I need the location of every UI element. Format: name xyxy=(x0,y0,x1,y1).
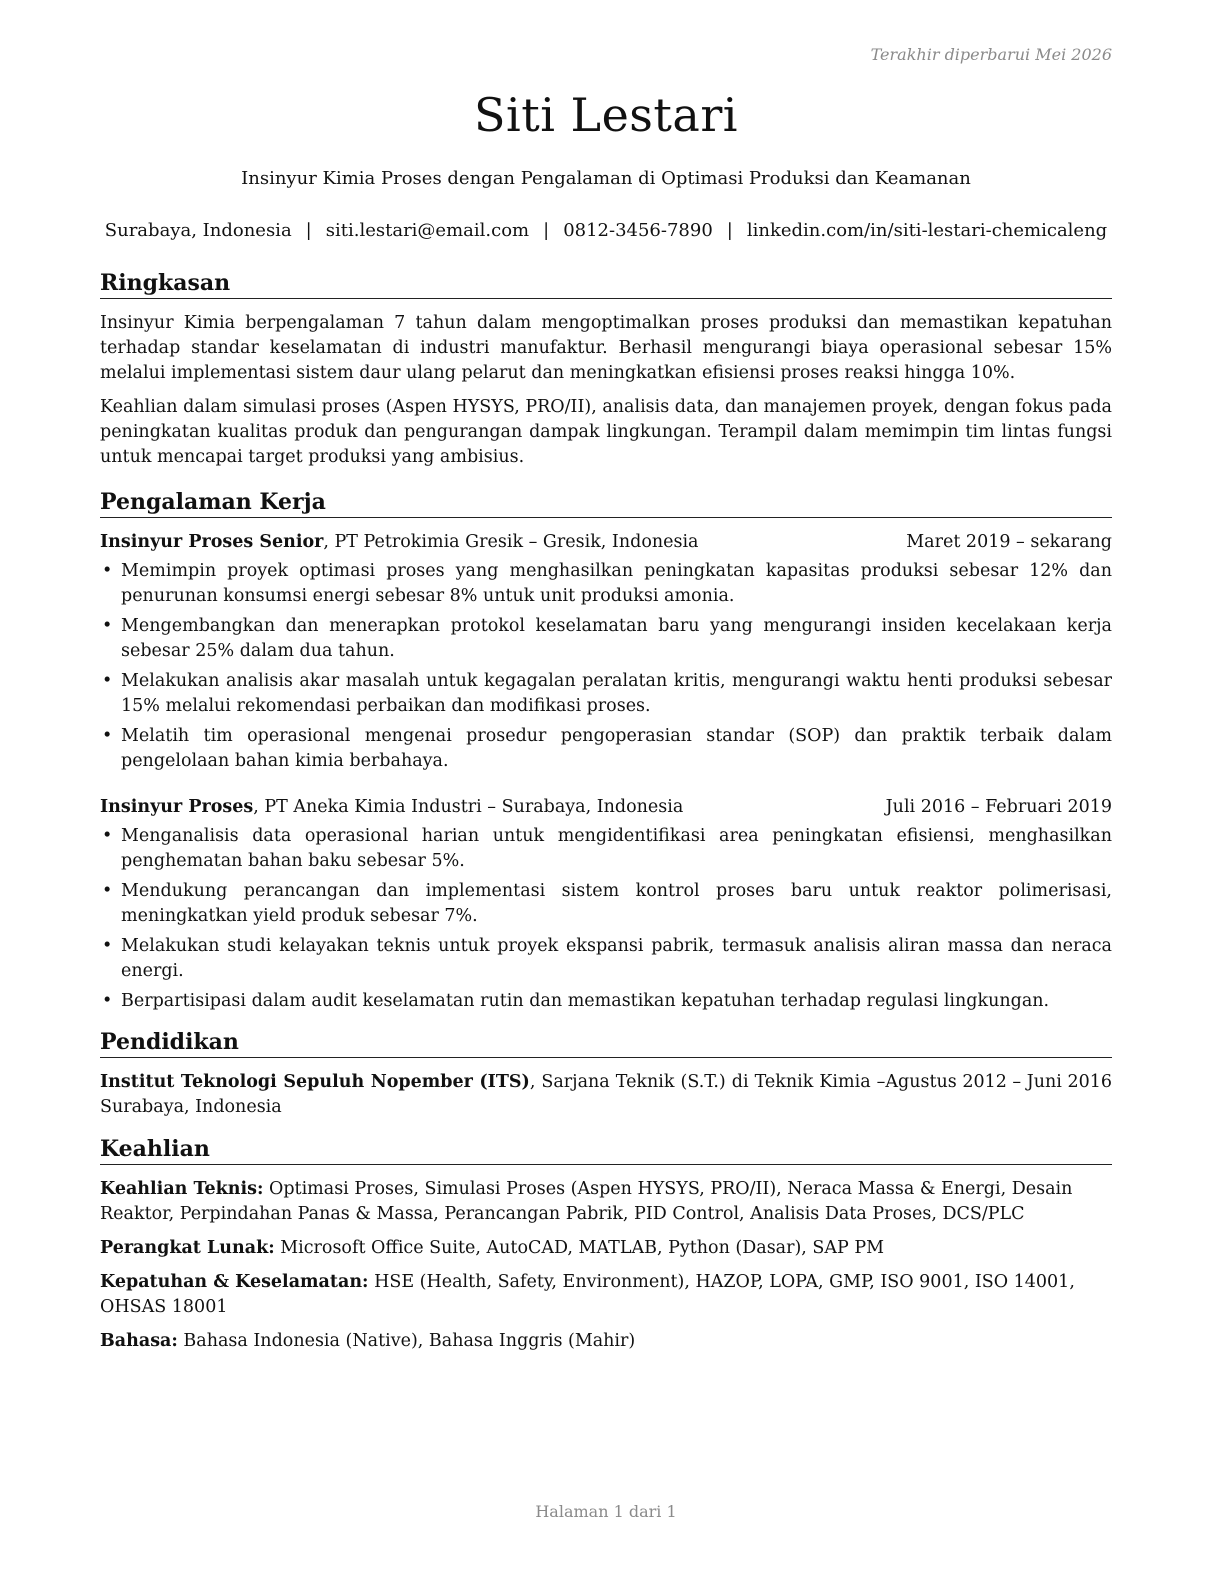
list-item xyxy=(100,879,1112,929)
contact-email[interactable]: siti.lestari@email.com xyxy=(325,220,530,241)
contact-phone: 0812-3456-7890 xyxy=(563,220,713,241)
bullet-text: Melatih tim operasional mengenai prosedur pengoperasian standar (SOP) dan praktik terbaik dalam pengelolaan bahan kimia berbahaya. xyxy=(121,726,1112,771)
section-title-summary: Ringkasan xyxy=(100,270,1112,299)
resume-page xyxy=(100,0,1112,1584)
experience-section xyxy=(100,489,1112,1014)
job-header xyxy=(100,530,1112,555)
job-dates: Juli 2016 – Februari 2019 xyxy=(885,797,1112,817)
list-item xyxy=(100,559,1112,609)
skill-row xyxy=(100,1236,1112,1261)
bullet-text: Melakukan studi kelayakan teknis untuk proyek ekspansi pabrik, termasuk analisis aliran massa dan neraca energi. xyxy=(121,936,1112,981)
job-title-company xyxy=(100,530,699,555)
job-dates: Maret 2019 – sekarang xyxy=(906,532,1112,552)
skills-section xyxy=(100,1136,1112,1354)
bullet-dot-icon: • xyxy=(102,936,113,956)
job-entry xyxy=(100,530,1112,774)
skill-value: Bahasa Indonesia (Native), Bahasa Inggris (Mahir) xyxy=(177,1331,636,1351)
bullet-dot-icon: • xyxy=(102,826,113,846)
job-bullets xyxy=(100,559,1112,774)
job-role: Insinyur Proses Senior xyxy=(100,532,324,552)
bullet-dot-icon: • xyxy=(102,881,113,901)
contact-line xyxy=(80,220,1132,241)
job-company: , PT Petrokimia Gresik – Gresik, Indonesia xyxy=(323,532,699,552)
contact-separator: | xyxy=(543,220,550,241)
bullet-text: Berpartisipasi dalam audit keselamatan rutin dan memastikan kepatuhan terhadap regulasi lingkungan. xyxy=(121,991,1050,1011)
job-title-company xyxy=(100,795,683,820)
bullet-text: Memimpin proyek optimasi proses yang menghasilkan peningkatan kapasitas produksi sebesar 12% dan penurunan konsumsi energi sebesar 8% untuk unit produksi amonia. xyxy=(121,561,1112,606)
bullet-dot-icon: • xyxy=(102,616,113,636)
section-title-experience: Pengalaman Kerja xyxy=(100,489,1112,518)
contact-separator: | xyxy=(305,220,312,241)
summary-paragraph: Keahlian dalam simulasi proses (Aspen HYSYS, PRO/II), analisis data, dan manajemen proyek, dengan fokus pada peningkatan kualitas produk dan pengurangan dampak lingkungan. Terampil dalam memimpin tim lintas fungsi untuk mencapai target produksi yang ambisius. xyxy=(100,397,1112,467)
skill-row xyxy=(100,1329,1112,1354)
summary-paragraph: Insinyur Kimia berpengalaman 7 tahun dalam mengoptimalkan proses produksi dan memastikan kepatuhan terhadap standar keselamatan di industri manufaktur. Berhasil mengurangi biaya operasional sebesar 15% melalui implementasi sistem daur ulang pelarut dan meningkatkan efisiensi proses reaksi hingga 10%. xyxy=(100,313,1112,383)
bullet-text: Mendukung perancangan dan implementasi sistem kontrol proses baru untuk reaktor polimerisasi, meningkatkan yield produk sebesar 7%. xyxy=(121,881,1112,926)
bullet-text: Menganalisis data operasional harian untuk mengidentifikasi area peningkatan efisiensi, menghasilkan penghematan bahan baku sebesar 5%. xyxy=(121,826,1112,871)
list-item xyxy=(100,724,1112,774)
list-item xyxy=(100,824,1112,874)
job-entry xyxy=(100,795,1112,1014)
skill-value: Optimasi Proses, Simulasi Proses (Aspen HYSYS, PRO/II), Neraca Massa & Energi, Desain Reaktor, Perpindahan Panas & Massa, Perancangan Pabrik, PID Control, Analisis Data Proses, DCS/PLC xyxy=(100,1179,1073,1224)
list-item xyxy=(100,989,1112,1014)
list-item xyxy=(100,669,1112,719)
bullet-dot-icon: • xyxy=(102,726,113,746)
bullet-text: Mengembangkan dan menerapkan protokol keselamatan baru yang mengurangi insiden kecelakaan kerja sebesar 25% dalam dua tahun. xyxy=(121,616,1112,661)
skill-row xyxy=(100,1177,1112,1227)
page-number: Halaman 1 dari 1 xyxy=(535,1502,677,1521)
education-school: Institut Teknologi Sepuluh Nopember (ITS) xyxy=(100,1072,530,1092)
skill-value: HSE (Health, Safety, Environment), HAZOP, LOPA, GMP, ISO 9001, ISO 14001, OHSAS 18001 xyxy=(100,1272,1075,1317)
job-bullets xyxy=(100,824,1112,1014)
section-title-education: Pendidikan xyxy=(100,1029,1112,1058)
skill-label: Bahasa: xyxy=(100,1331,178,1351)
education-details: , Sarjana Teknik (S.T.) di Teknik Kimia – Surabaya, Indonesia xyxy=(100,1072,886,1117)
skill-label: Kepatuhan & Keselamatan: xyxy=(100,1272,369,1292)
bullet-dot-icon: • xyxy=(102,671,113,691)
job-header xyxy=(100,795,1112,820)
list-item xyxy=(100,934,1112,984)
education-section xyxy=(100,1029,1112,1120)
job-company: , PT Aneka Kimia Industri – Surabaya, Indonesia xyxy=(253,797,684,817)
resume-content xyxy=(100,270,1112,1363)
bullet-dot-icon: • xyxy=(102,991,113,1011)
contact-separator: | xyxy=(726,220,733,241)
skill-label: Keahlian Teknis: xyxy=(100,1179,264,1199)
last-updated-note: Terakhir diperbarui Mei 2026 xyxy=(870,45,1112,64)
section-title-skills: Keahlian xyxy=(100,1136,1112,1165)
skill-row xyxy=(100,1270,1112,1320)
job-role: Insinyur Proses xyxy=(100,797,254,817)
contact-linkedin[interactable]: linkedin.com/in/siti-lestari-chemicaleng xyxy=(746,220,1108,241)
education-entry xyxy=(100,1070,1112,1120)
list-item xyxy=(100,614,1112,664)
education-dates: Agustus 2012 – Juni 2016 xyxy=(885,1072,1112,1092)
summary-section xyxy=(100,270,1112,470)
skill-label: Perangkat Lunak: xyxy=(100,1238,275,1258)
candidate-name: Siti Lestari xyxy=(473,88,739,142)
bullet-text: Melakukan analisis akar masalah untuk kegagalan peralatan kritis, mengurangi waktu henti produksi sebesar 15% melalui rekomendasi perbaikan dan modifikasi proses. xyxy=(121,671,1112,716)
skill-value: Microsoft Office Suite, AutoCAD, MATLAB, Python (Dasar), SAP PM xyxy=(274,1238,885,1258)
bullet-dot-icon: • xyxy=(102,561,113,581)
contact-location: Surabaya, Indonesia xyxy=(104,220,292,241)
candidate-tagline: Insinyur Kimia Proses dengan Pengalaman di Optimasi Produksi dan Keamanan xyxy=(241,168,971,189)
